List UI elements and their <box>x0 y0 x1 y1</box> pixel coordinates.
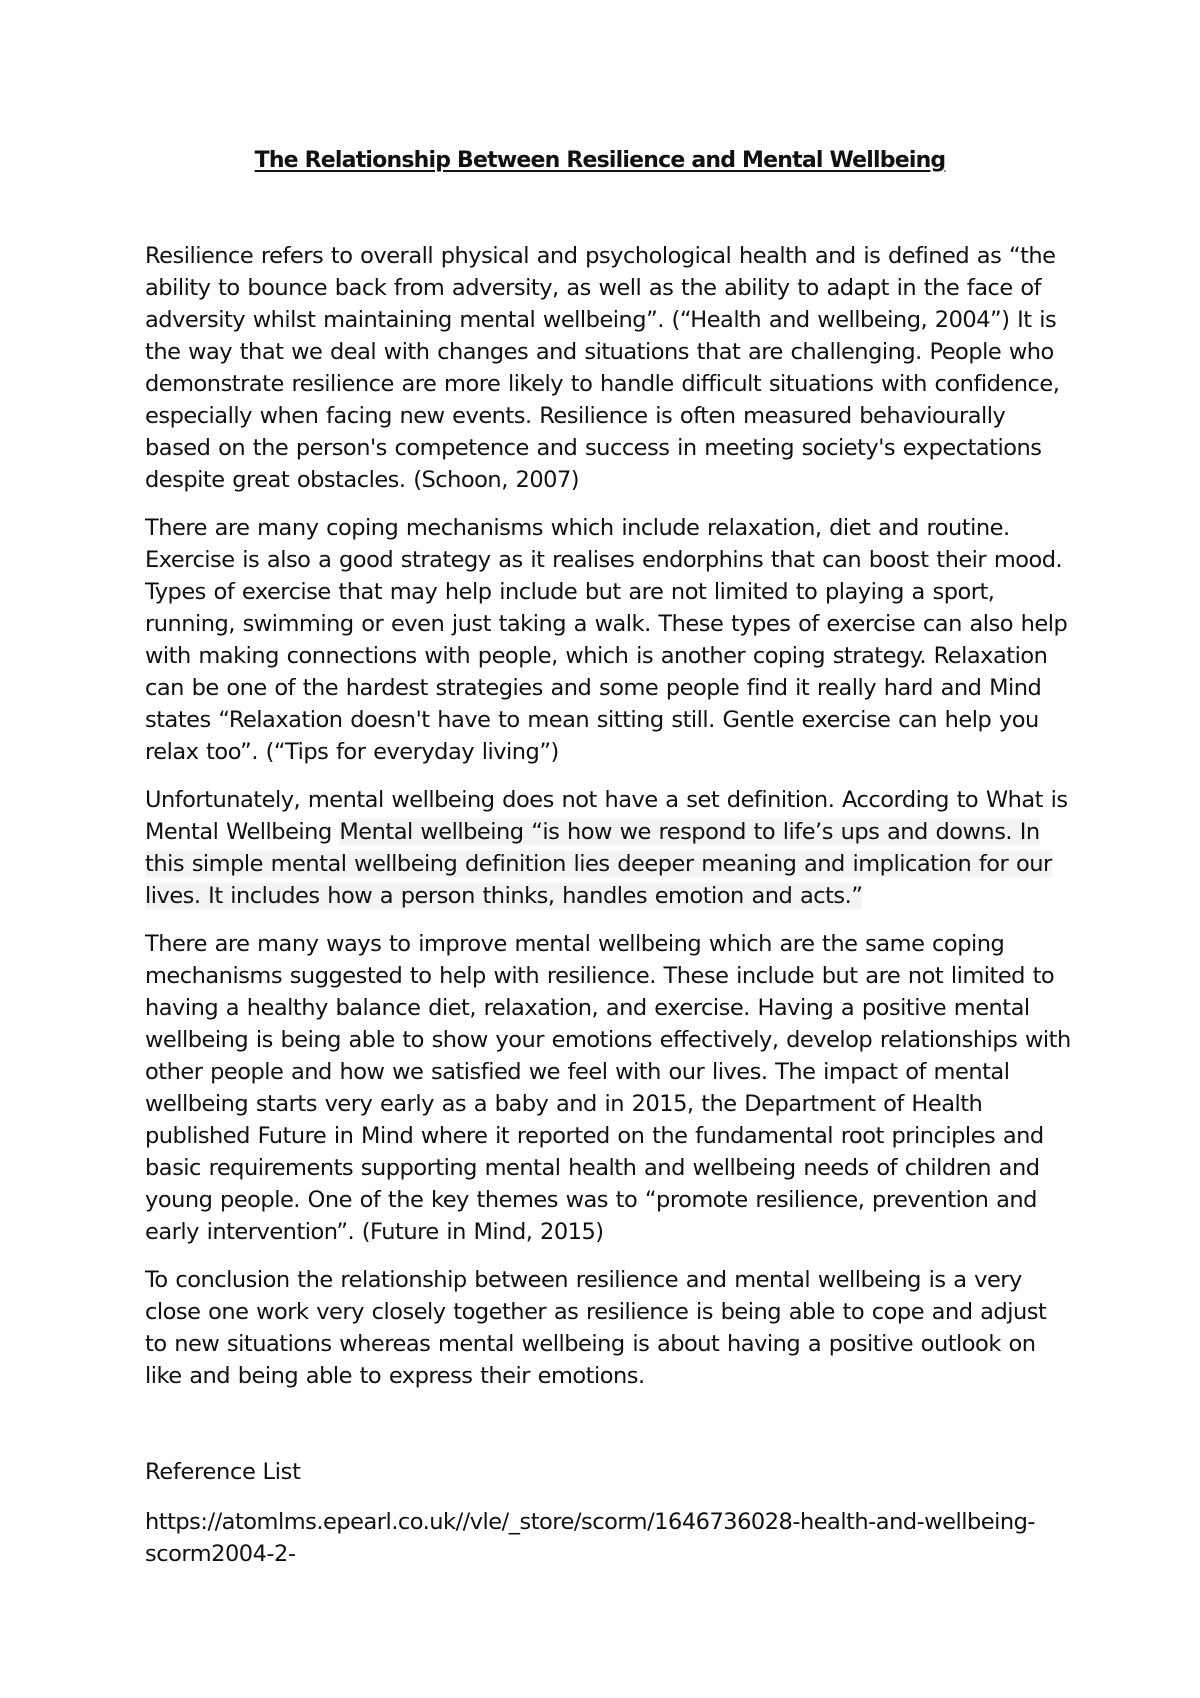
paragraph-mental-wellbeing-definition <box>145 784 1075 912</box>
paragraph-improve-wellbeing: There are many ways to improve mental wellbeing which are the same coping mechanisms suggested to help with resilience. These include but are not limited to having a healthy balance diet, relaxation, and exercise. Having a positive mental wellbeing is being able to show your emotions effectively, develop relationships with other people and how we satisfied we feel with our lives. The impact of mental wellbeing starts very early as a baby and in 2015, the Department of Health published Future in Mind where it reported on the fundamental root principles and basic requirements supporting mental health and wellbeing needs of children and young people. One of the key themes was to “promote resilience, prevention and early intervention”. (Future in Mind, 2015) <box>145 931 1071 1245</box>
document-body <box>145 240 1075 1570</box>
reference-list-heading: Reference List <box>145 1459 301 1485</box>
reference-item: https://atomlms.epearl.co.uk//vle/_store/scorm/1646736028-health-and-wellbeing-scorm2004-2- <box>145 1509 1036 1567</box>
paragraph-coping-mechanisms: There are many coping mechanisms which include relaxation, diet and routine. Exercise is also a good strategy as it realises endorphins that can boost their mood. Types of exercise that may help include but are not limited to playing a sport, running, swimming or even just taking a walk. These types of exercise can also help with making connections with people, which is another coping strategy. Relaxation can be one of the hardest strategies and some people find it really hard and Mind states “Relaxation doesn't have to mean sitting still. Gentle exercise can help you relax too”. (“Tips for everyday living”) <box>145 515 1068 765</box>
highlighted-quote: Mental wellbeing “is how we respond to life’s ups and downs. In this simple mental wellbeing definition lies deeper meaning and implication for our lives. It includes how a person thinks, handles emotion and acts.” <box>145 819 1052 909</box>
paragraph-lead-text: Unfortunately, mental wellbeing does not have a set definition. According to What is Mental Wellbeing <box>145 787 1068 845</box>
document-title: The Relationship Between Resilience and Mental Wellbeing <box>254 148 946 173</box>
paragraph-resilience-definition: Resilience refers to overall physical and psychological health and is defined as “the ability to bounce back from adversity, as well as the ability to adapt in the face of adversity whilst maintaining mental wellbeing”. (“Health and wellbeing, 2004”) It is the way that we deal with changes and situations that are challenging. People who demonstrate resilience are more likely to handle difficult situations with confidence, especially when facing new events. Resilience is often measured behaviourally based on the person's competence and success in meeting society's expectations despite great obstacles. (Schoon, 2007) <box>145 243 1060 493</box>
paragraph-conclusion: To conclusion the relationship between resilience and mental wellbeing is a very close one work very closely together as resilience is being able to cope and adjust to new situations whereas mental wellbeing is about having a positive outlook on like and being able to express their emotions. <box>145 1267 1047 1389</box>
